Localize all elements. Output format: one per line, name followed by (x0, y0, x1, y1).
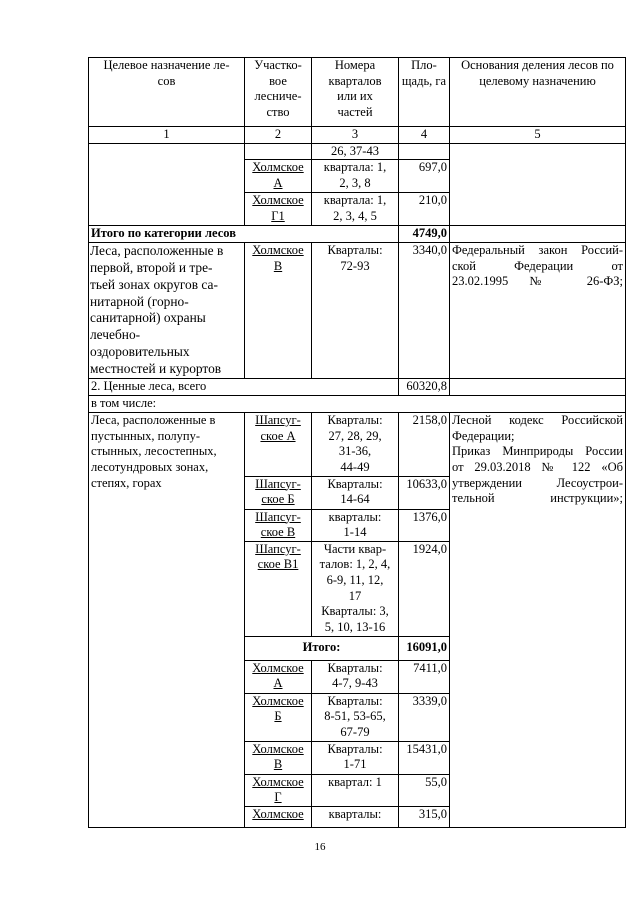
quarters-cell: Кварталы: 27, 28, 29, 31-36, 44-49 (312, 413, 399, 476)
district-cell: Холмское Б (245, 693, 312, 741)
subtotal-area: 16091,0 (399, 636, 450, 660)
district-cell: Шапсуг- ское В (245, 509, 312, 541)
area-cell: 315,0 (399, 806, 450, 827)
quarters-cell: кварталы: (312, 806, 399, 827)
valuable-forests-area: 60320,8 (399, 379, 450, 396)
col-number-5: 5 (450, 127, 626, 144)
col-number-3: 3 (312, 127, 399, 144)
table-row (89, 243, 626, 379)
quarters-cell: 26, 37-43 (312, 143, 399, 160)
district-cell: Холмское Г1 (245, 193, 312, 226)
header-basis: Основания деления лесов по целевому назначению (450, 58, 626, 127)
basis-cell-empty (450, 143, 626, 226)
district-cell: Шапсуг- ское А (245, 413, 312, 476)
district-cell: Шапсуг- ское Б (245, 476, 312, 509)
area-cell: 697,0 (399, 160, 450, 193)
header-purpose: Целевое назначение ле- сов (89, 58, 245, 127)
purpose-cell-empty (89, 143, 245, 226)
including-label: в том числе: (89, 396, 626, 413)
category-total-area: 4749,0 (399, 226, 450, 243)
column-number-row (89, 127, 626, 144)
district-cell: Шапсуг- ское В1 (245, 541, 312, 636)
area-cell: 1924,0 (399, 541, 450, 636)
page-number: 16 (314, 841, 326, 853)
col-number-4: 4 (399, 127, 450, 144)
quarters-cell: Кварталы: 4-7, 9-43 (312, 660, 399, 693)
area-cell: 10633,0 (399, 476, 450, 509)
including-row (89, 396, 626, 413)
header-area: Пло- щадь, га (399, 58, 450, 127)
area-cell (399, 143, 450, 160)
area-cell: 3340,0 (399, 243, 450, 379)
quarters-cell: квартала: 1, 2, 3, 8 (312, 160, 399, 193)
table-row (89, 413, 626, 476)
district-cell: Холмское А (245, 160, 312, 193)
area-cell: 55,0 (399, 774, 450, 806)
basis-cell-empty (450, 379, 626, 396)
district-cell: Холмское А (245, 660, 312, 693)
quarters-cell: квартала: 1, 2, 3, 4, 5 (312, 193, 399, 226)
district-cell: Холмское В (245, 243, 312, 379)
basis-cell: Лесной кодекс Российской Федерации; Приказ Минприроды России от 29.03.2018 № 122 «Об утверждении Лесоустрои- тельной инструкции»; (450, 413, 626, 828)
category-total-label: Итого по категории лесов (89, 226, 399, 243)
district-cell: Холмское Г (245, 774, 312, 806)
quarters-cell: Кварталы: 14-64 (312, 476, 399, 509)
purpose-cell: Леса, расположенные в пустынных, полупу- стынных, лесостепных, лесотундровых зонах, степях, горах (89, 413, 245, 828)
header-district: Участко- вое лесниче- ство (245, 58, 312, 127)
header-quarters: Номера кварталов или их частей (312, 58, 399, 127)
valuable-forests-label: 2. Ценные леса, всего (89, 379, 399, 396)
area-cell: 1376,0 (399, 509, 450, 541)
valuable-forests-row (89, 379, 626, 396)
table-row (89, 143, 626, 160)
district-cell: Холмское (245, 806, 312, 827)
quarters-cell: квартал: 1 (312, 774, 399, 806)
area-cell: 210,0 (399, 193, 450, 226)
purpose-cell: Леса, расположенные в первой, второй и тре- тьей зонах округов са- нитарной (горно- санитарной) охраны лечебно- оздоровительных местностей и курортов (89, 243, 245, 379)
col-number-2: 2 (245, 127, 312, 144)
forest-purpose-table (88, 57, 626, 828)
basis-cell-empty (450, 226, 626, 243)
col-number-1: 1 (89, 127, 245, 144)
area-cell: 15431,0 (399, 741, 450, 774)
district-cell: Холмское В (245, 741, 312, 774)
area-cell: 7411,0 (399, 660, 450, 693)
category-total-row (89, 226, 626, 243)
quarters-cell: кварталы: 1-14 (312, 509, 399, 541)
quarters-cell: Кварталы: 8-51, 53-65, 67-79 (312, 693, 399, 741)
basis-cell: Федеральный закон Россий- ской Федерации от 23.02.1995№ 26-ФЗ; (450, 243, 626, 379)
quarters-cell: Кварталы: 72-93 (312, 243, 399, 379)
quarters-cell: Части квар- талов: 1, 2, 4, 6-9, 11, 12, 17 Кварталы: 3, 5, 10, 13-16 (312, 541, 399, 636)
district-cell (245, 143, 312, 160)
area-cell: 2158,0 (399, 413, 450, 476)
quarters-cell: Кварталы: 1-71 (312, 741, 399, 774)
area-cell: 3339,0 (399, 693, 450, 741)
header-row (89, 58, 626, 127)
subtotal-label: Итого: (245, 636, 399, 660)
